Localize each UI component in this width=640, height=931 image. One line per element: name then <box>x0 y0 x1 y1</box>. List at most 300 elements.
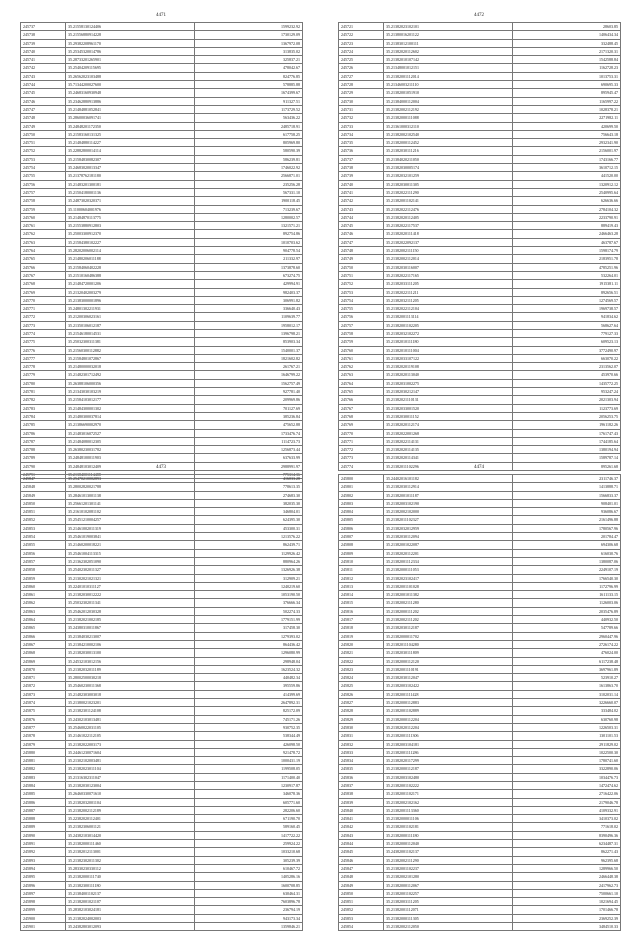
code-cell: 35.21348001012151 <box>384 64 513 72</box>
row-id-cell: 245877 <box>21 723 66 731</box>
table-row <box>21 363 303 371</box>
row-id-cell: 245800 <box>339 475 384 483</box>
table-row <box>21 296 303 304</box>
table-row <box>339 657 621 665</box>
table-row <box>21 247 303 255</box>
row-id-cell: 245746 <box>21 97 66 105</box>
table-row <box>339 363 621 371</box>
row-id-cell: 245851 <box>21 508 66 516</box>
code-cell: 35.21350106012187 <box>66 321 195 329</box>
amount-cell: 609523.13 <box>513 338 621 346</box>
row-id-cell: 245764 <box>339 379 384 387</box>
amount-cell: 2784104.32 <box>513 205 621 213</box>
table-row <box>21 139 303 147</box>
table-row <box>339 475 621 483</box>
row-id-cell: 245835 <box>339 765 384 773</box>
amount-cell: 892754.86 <box>195 230 303 238</box>
amount-cell: 616030.76 <box>513 549 621 557</box>
amount-cell: 429994.91 <box>195 280 303 288</box>
code-cell: 35.21380021023201 <box>66 699 195 707</box>
amount-cell: 694306.68 <box>513 541 621 549</box>
table-row <box>339 848 621 856</box>
amount-cell: 930752.35 <box>195 723 303 731</box>
row-id-cell: 245831 <box>339 732 384 740</box>
table-row <box>21 657 303 665</box>
code-cell: 35.21382001101028 <box>384 582 513 590</box>
row-id-cell: 245774 <box>339 462 384 470</box>
amount-cell: 2271982.11 <box>513 114 621 122</box>
row-id-cell: 245850 <box>21 499 66 507</box>
code-cell: 35.24382103014420 <box>66 831 195 839</box>
amount-cell: 864436.42 <box>195 640 303 648</box>
amount-cell: 259924.22 <box>195 840 303 848</box>
table-row <box>339 263 621 271</box>
code-cell: 35.21382003102422 <box>384 682 513 690</box>
code-cell: 35.21382001110191 <box>384 665 513 673</box>
table-row <box>21 541 303 549</box>
table-row <box>21 230 303 238</box>
table-row <box>339 122 621 130</box>
row-id-cell: 245754 <box>21 164 66 172</box>
table-row <box>339 748 621 756</box>
row-id-cell: 245768 <box>21 280 66 288</box>
row-id-cell: 245841 <box>339 815 384 823</box>
row-id-cell: 245875 <box>21 707 66 715</box>
amount-cell: 1172796.99 <box>513 582 621 590</box>
row-id-cell: 245873 <box>21 690 66 698</box>
amount-cell: 2932341.90 <box>513 139 621 147</box>
amount-cell: 282206.60 <box>195 806 303 814</box>
row-id-cell: 245886 <box>21 798 66 806</box>
code-cell: 35.21382032111205 <box>384 296 513 304</box>
amount-cell: 325837.21 <box>195 56 303 64</box>
code-cell: 35.21382302011302 <box>66 856 195 864</box>
row-id-cell: 245753 <box>21 155 66 163</box>
row-id-cell: 245857 <box>21 557 66 565</box>
table-row <box>339 790 621 798</box>
table-row <box>21 665 303 673</box>
amount-cell: 2960447.96 <box>513 632 621 640</box>
code-cell: 35.21382000111088 <box>384 114 513 122</box>
row-id-cell: 245768 <box>339 412 384 420</box>
row-id-cell: 245729 <box>339 89 384 97</box>
table-row <box>21 213 303 221</box>
table-row <box>339 147 621 155</box>
table-row <box>21 105 303 113</box>
table-row <box>21 806 303 814</box>
table-row <box>21 197 303 205</box>
row-id-cell: 245808 <box>339 541 384 549</box>
code-cell: 35.21384210002106 <box>66 640 195 648</box>
code-cell: 35.21382001111428 <box>384 690 513 698</box>
row-id-cell: 245845 <box>339 848 384 856</box>
amount-cell: 895945.47 <box>513 89 621 97</box>
code-cell: 35.21382002102540 <box>384 130 513 138</box>
row-id-cell: 245758 <box>21 197 66 205</box>
table-row <box>21 856 303 864</box>
amount-cell: 261767.21 <box>195 363 303 371</box>
amount-cell: 211332.97 <box>195 255 303 263</box>
amount-cell: 7500661.10 <box>513 889 621 897</box>
amount-cell: 2466463.28 <box>513 230 621 238</box>
amount-cell: 1109639.77 <box>195 313 303 321</box>
table-row <box>21 864 303 872</box>
code-cell: 35.28330230330112 <box>66 864 195 872</box>
amount-cell: 414399.69 <box>195 690 303 698</box>
row-id-cell: 245775 <box>21 338 66 346</box>
code-cell: 35.21382021110131 <box>384 396 513 404</box>
table-row <box>21 172 303 180</box>
table-row <box>21 56 303 64</box>
row-id-cell: 245744 <box>339 213 384 221</box>
table-row <box>21 723 303 731</box>
table-row <box>21 72 303 80</box>
table-row <box>339 632 621 640</box>
row-id-cell: 245870 <box>21 665 66 673</box>
table-row <box>21 889 303 897</box>
code-cell: 35.21200306023161 <box>66 313 195 321</box>
amount-cell: 1162728.23 <box>513 64 621 72</box>
table-row <box>21 566 303 574</box>
row-id-cell: 245883 <box>21 773 66 781</box>
code-cell: 35.21382020112602 <box>384 47 513 55</box>
row-id-cell: 245757 <box>339 321 384 329</box>
amount-cell: 1326926.38 <box>195 566 303 574</box>
table-row <box>21 757 303 765</box>
table-row <box>339 889 621 897</box>
row-id-cell: 245810 <box>339 557 384 565</box>
row-id-cell: 245848 <box>339 873 384 881</box>
table-row <box>21 840 303 848</box>
row-id-cell: 245834 <box>339 757 384 765</box>
code-cell: 35.24848201172350 <box>66 122 195 130</box>
row-id-cell: 245760 <box>21 213 66 221</box>
code-cell: 35.24873020320371 <box>66 197 195 205</box>
amount-cell: 1613863.70 <box>513 682 621 690</box>
table-row <box>339 446 621 454</box>
amount-cell: 1600708.85 <box>195 881 303 889</box>
code-cell: 35.21382030123004 <box>66 781 195 789</box>
table-row <box>21 396 303 404</box>
amount-cell: 1320912.12 <box>513 180 621 188</box>
table-row <box>339 823 621 831</box>
table-row <box>339 682 621 690</box>
code-cell: 35.21382022112104 <box>384 305 513 313</box>
code-cell: 35.24683160930948 <box>66 89 195 97</box>
amount-cell: 1406434.34 <box>513 31 621 39</box>
row-id-cell: 245843 <box>339 831 384 839</box>
row-id-cell: 245864 <box>21 616 66 624</box>
amount-cell: 3226660.07 <box>513 699 621 707</box>
table-row <box>339 806 621 814</box>
amount-cell: 1240219.60 <box>195 582 303 590</box>
code-cell: 35.21504180001136 <box>66 188 195 196</box>
table-row <box>339 222 621 230</box>
page-title: 4472 <box>474 13 484 18</box>
row-id-cell: 245771 <box>21 305 66 313</box>
table-row <box>21 147 303 155</box>
table-row <box>339 388 621 396</box>
code-cell: 35.25032302011341 <box>66 599 195 607</box>
amount-cell: 778613.35 <box>195 483 303 491</box>
code-cell: 35.21382000112883 <box>384 699 513 707</box>
row-id-cell: 245735 <box>339 139 384 147</box>
amount-cell: 209969.86 <box>195 396 303 404</box>
table-row <box>21 599 303 607</box>
code-cell: 35.25003300912370 <box>66 230 195 238</box>
amount-cell: 1413888.71 <box>513 483 621 491</box>
amount-cell: 1542588.84 <box>513 56 621 64</box>
code-cell: 35.21382010111180 <box>384 338 513 346</box>
code-cell: 35.21382030005174 <box>384 164 513 172</box>
table-row <box>339 649 621 657</box>
amount-cell: 3410373.02 <box>513 815 621 823</box>
code-cell: 35.21382001021107 <box>66 898 195 906</box>
code-cell: 35.21382001112334 <box>384 557 513 565</box>
amount-cell: 1958012.17 <box>195 321 303 329</box>
amount-cell: 2369252.39 <box>513 914 621 922</box>
amount-cell: 1013753.31 <box>513 72 621 80</box>
row-id-cell: 245829 <box>339 715 384 723</box>
code-cell: 35.21583160131325 <box>66 130 195 138</box>
amount-cell: 1034476.73 <box>513 773 621 781</box>
row-id-cell: 245850 <box>339 889 384 897</box>
table-row <box>21 914 303 922</box>
row-id-cell: 245742 <box>21 64 66 72</box>
table-row <box>21 574 303 582</box>
code-cell: 35.21384020211050 <box>384 155 513 163</box>
code-cell: 35.21384000112004 <box>384 97 513 105</box>
code-cell: 35.21382002112050 <box>384 923 513 931</box>
code-cell: 35.21382000111202 <box>384 607 513 615</box>
table-row <box>21 255 303 263</box>
table-row <box>21 790 303 798</box>
code-cell: 35.11000604001976 <box>66 205 195 213</box>
amount-cell: 2233790.91 <box>513 213 621 221</box>
code-cell: 35.21584060402228 <box>66 263 195 271</box>
table-row <box>339 798 621 806</box>
code-cell: 35.22382020112401 <box>66 815 195 823</box>
table-row <box>339 271 621 279</box>
row-id-cell: 245738 <box>339 164 384 172</box>
amount-cell: 420699.50 <box>513 122 621 130</box>
row-id-cell: 245828 <box>339 707 384 715</box>
row-id-cell: 245862 <box>21 599 66 607</box>
table-row <box>21 188 303 196</box>
code-cell: 35.21384030213007 <box>66 632 195 640</box>
row-id-cell: 245837 <box>339 781 384 789</box>
amount-cell: 2911829.02 <box>513 740 621 748</box>
amount-cell: 376666.34 <box>195 599 303 607</box>
table-row <box>339 574 621 582</box>
amount-cell: 1279393.02 <box>195 632 303 640</box>
code-cell: 35.21383000001896 <box>66 296 195 304</box>
table-row <box>21 39 303 47</box>
code-cell: 35.21382030116007 <box>384 263 513 271</box>
amount-cell: 1123773.69 <box>513 404 621 412</box>
amount-cell: 385236.84 <box>195 412 303 420</box>
amount-cell: 862439.71 <box>195 541 303 549</box>
table-row <box>21 831 303 839</box>
table-row <box>339 699 621 707</box>
code-cell: 35.24848100011903 <box>66 454 195 462</box>
amount-cell: 274683.30 <box>195 491 303 499</box>
code-cell: 35.21382002112014 <box>384 255 513 263</box>
row-id-cell: 245805 <box>339 516 384 524</box>
code-cell: 35.21382031002275 <box>384 379 513 387</box>
row-id-cell: 245816 <box>339 607 384 615</box>
amount-cell: 2466448.38 <box>513 873 621 881</box>
amount-cell: 1674399.67 <box>195 89 303 97</box>
row-id-cell: 245744 <box>21 81 66 89</box>
row-id-cell: 245757 <box>21 188 66 196</box>
row-id-cell: 245849 <box>339 881 384 889</box>
row-id-cell: 245803 <box>339 499 384 507</box>
row-id-cell: 245748 <box>21 114 66 122</box>
code-cell: 35.21382010111004 <box>384 346 513 354</box>
row-id-cell: 245756 <box>21 180 66 188</box>
code-cell: 35.21382033111205 <box>384 280 513 288</box>
row-id-cell: 245785 <box>21 421 66 429</box>
table-row <box>339 155 621 163</box>
code-cell: 35.21382022092137 <box>384 238 513 246</box>
amount-cell: 523910.27 <box>513 674 621 682</box>
table-row <box>339 616 621 624</box>
code-cell: 35.21361000312110 <box>384 122 513 130</box>
amount-cell: 2161496.88 <box>513 516 621 524</box>
code-cell: 35.28733201265901 <box>66 56 195 64</box>
amount-cell: 1289966.50 <box>513 864 621 872</box>
table-row <box>21 624 303 632</box>
row-id-cell: 245836 <box>339 773 384 781</box>
amount-cell: 853903.34 <box>195 338 303 346</box>
amount-cell: 298948.04 <box>195 657 303 665</box>
row-id-cell: 245731 <box>339 105 384 113</box>
code-cell: 35.21382022112476 <box>384 205 513 213</box>
row-id-cell: 245839 <box>339 798 384 806</box>
code-cell: 35.21382000011702 <box>384 632 513 640</box>
code-cell: 35.21480206011188 <box>66 255 195 263</box>
code-cell: 35.21382022117165 <box>384 271 513 279</box>
row-id-cell: 245868 <box>21 649 66 657</box>
amount-cell: 673274.75 <box>195 271 303 279</box>
row-id-cell: 245764 <box>21 247 66 255</box>
row-id-cell: 245770 <box>21 296 66 304</box>
row-id-cell: 245848 <box>21 483 66 491</box>
code-cell: 35.24532103012156 <box>66 657 195 665</box>
amount-cell: 2156001.97 <box>513 147 621 155</box>
code-cell: 35.21382020112204 <box>384 723 513 731</box>
table-row <box>21 263 303 271</box>
row-id-cell: 245826 <box>339 690 384 698</box>
amount-cell: 927781.40 <box>195 388 303 396</box>
row-id-cell: 245789 <box>21 454 66 462</box>
code-cell: 35.24302103013481 <box>66 715 195 723</box>
amount-cell: 1226503.31 <box>513 723 621 731</box>
code-cell: 35.21584103012177 <box>66 396 195 404</box>
row-id-cell: 245734 <box>339 130 384 138</box>
table-row <box>21 47 303 55</box>
row-id-cell: 245766 <box>21 263 66 271</box>
table-row <box>339 524 621 532</box>
row-id-cell: 245849 <box>21 491 66 499</box>
amount-cell: 1396798.21 <box>195 329 303 337</box>
code-cell: 35.21484870113775 <box>66 213 195 221</box>
row-id-cell: 245811 <box>339 566 384 574</box>
amount-cell: 4109332.91 <box>513 806 621 814</box>
code-cell: 35.21483201300181 <box>66 180 195 188</box>
amount-cell: 1380194.94 <box>513 446 621 454</box>
table-row <box>339 188 621 196</box>
row-id-cell: 245842 <box>339 823 384 831</box>
table-row <box>21 271 303 279</box>
row-id-cell: 245749 <box>21 122 66 130</box>
amount-cell: 7603896.78 <box>195 898 303 906</box>
code-cell: 35.21382033001520 <box>384 404 513 412</box>
code-cell: 35.21382001011382 <box>384 591 513 599</box>
table-row <box>339 164 621 172</box>
code-cell: 35.28002500030218 <box>66 674 195 682</box>
table-row <box>21 379 303 387</box>
code-cell: 35.24801302211931 <box>66 305 195 313</box>
row-id-cell: 245806 <box>339 524 384 532</box>
table-row <box>339 205 621 213</box>
code-cell: 35.21480000032018 <box>66 363 195 371</box>
amount-cell: 2311746.37 <box>513 475 621 483</box>
table-row <box>339 781 621 789</box>
code-cell: 35.24382803012093 <box>66 923 195 931</box>
row-id-cell: 245730 <box>339 97 384 105</box>
table-row <box>339 914 621 922</box>
table-row <box>21 305 303 313</box>
code-cell: 35.21382020119108 <box>384 363 513 371</box>
table-row <box>339 665 621 673</box>
row-id-cell: 245727 <box>339 72 384 80</box>
row-id-cell: 245773 <box>21 321 66 329</box>
code-cell: 35.21382001102141 <box>384 197 513 205</box>
table-row <box>339 396 621 404</box>
table-row <box>21 582 303 590</box>
page-title: 4473 <box>156 465 166 470</box>
code-cell: 35.25462012030328 <box>66 607 195 615</box>
code-cell: 35.28461013001138 <box>66 491 195 499</box>
code-cell: 35.21382020112405 <box>384 213 513 221</box>
table-row <box>339 379 621 387</box>
code-cell: 35.21382032101259 <box>384 172 513 180</box>
table-row <box>21 313 303 321</box>
code-cell: 35.21382011104280 <box>384 640 513 648</box>
table-row <box>21 89 303 97</box>
amount-cell: 440482.34 <box>195 674 303 682</box>
amount-cell: 416033.28 <box>195 475 303 483</box>
amount-cell: 441520.00 <box>513 172 621 180</box>
table-row <box>21 632 303 640</box>
table-row <box>21 64 303 72</box>
table-row <box>21 280 303 288</box>
code-cell: 35.21382010107142 <box>384 56 513 64</box>
code-cell: 35.21558130124406 <box>66 23 195 31</box>
row-id-cell: 245854 <box>21 533 66 541</box>
code-cell: 35.21384001114488 <box>66 471 195 479</box>
code-cell: 35.21382001102257 <box>384 889 513 897</box>
code-cell: 35.21460200018221 <box>66 541 195 549</box>
code-cell: 35.21382032102272 <box>384 329 513 337</box>
table-row <box>339 557 621 565</box>
table-row <box>21 222 303 230</box>
code-cell: 35.26562023103488 <box>66 72 195 80</box>
code-cell: 35.22401010311127 <box>66 582 195 590</box>
row-id-cell: 245722 <box>339 31 384 39</box>
